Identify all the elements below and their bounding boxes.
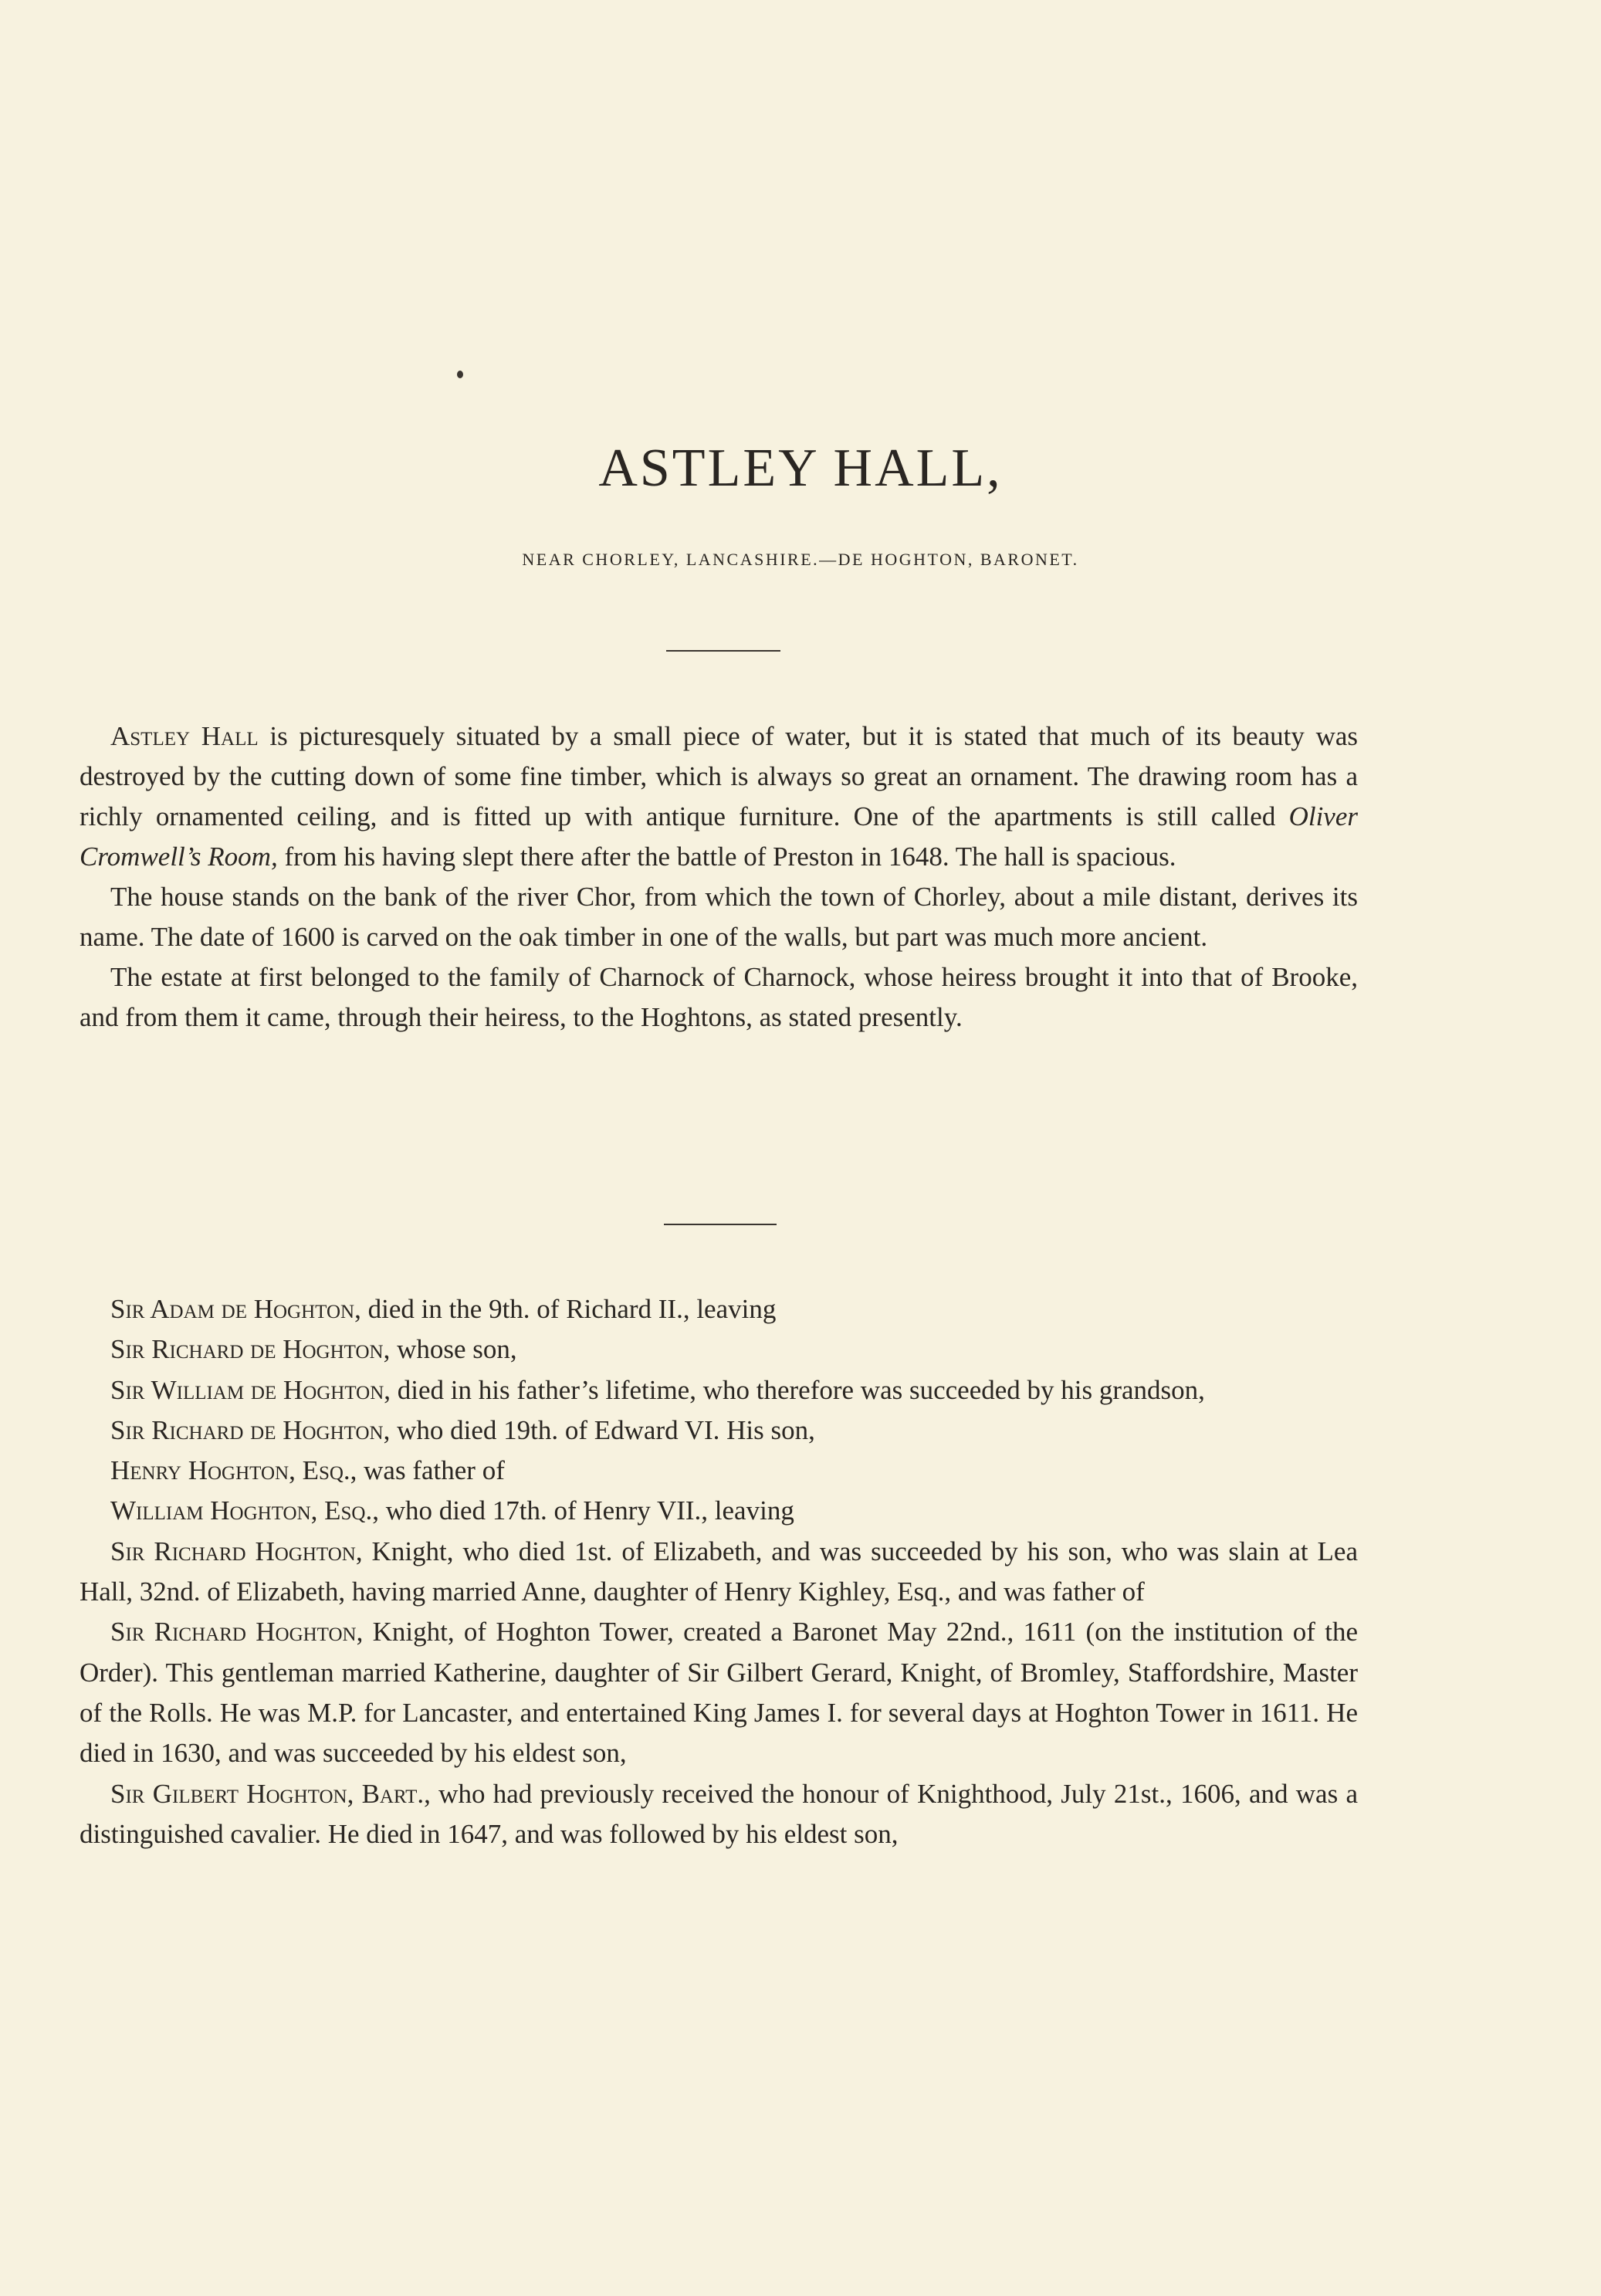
lineage-entry [80, 1612, 1358, 1773]
person-name: Sir Richard de Hoghton, [110, 1334, 391, 1365]
lineage-section [80, 1289, 1358, 1854]
entry-text: who died 17th. of Henry VII., leaving [378, 1495, 794, 1526]
entry-text: Knight, who died 1st. of Elizabeth, and was succeeded by his son, who was slain at Lea Hall, 32nd. of Elizabeth, having married Anne, daughter of Henry Kighley, Esq., and was father of [80, 1536, 1358, 1607]
lineage-entry [80, 1451, 1358, 1491]
intro-section [80, 716, 1358, 1038]
entry-text: whose son, [390, 1334, 517, 1365]
lineage-entry [80, 1774, 1358, 1855]
person-name: Sir Gilbert Hoghton, Bart., [110, 1778, 431, 1809]
person-name: Sir William de Hoghton, [110, 1374, 391, 1405]
entry-text: Knight, of Hoghton Tower, created a Baronet May 22nd., 1611 (on the institution of the Order). This gentleman married Katherine, daughter of Sir Gilbert Gerard, Knight, of Bromley, Staffordshire, Master of the Rolls. He was M.P. for Lancaster, and entertained King James I. for several days at Hoghton Tower in 1611. He died in 1630, and was succeeded by his eldest son, [80, 1617, 1359, 1769]
section-divider [664, 1224, 777, 1225]
person-name: Henry Hoghton, Esq., [110, 1455, 357, 1486]
lead-name: Astley Hall [110, 721, 259, 751]
entry-text: was father of [357, 1455, 505, 1486]
intro-paragraph [80, 716, 1358, 877]
entry-text: who had previously received the honour of Knighthood, July 21st., 1606, and was a distinguished cavalier. He died in 1647, and was followed by his eldest son, [80, 1778, 1358, 1849]
intro-paragraph: The house stands on the bank of the river Chor, from which the town of Chorley, about a mile distant, derives its name. The date of 1600 is carved on the oak timber in one of the walls, but part was much more ancient. [80, 882, 1358, 952]
entry-text: died in his father’s lifetime, who therefore was succeeded by his grandson, [391, 1374, 1205, 1405]
section-divider [666, 650, 780, 652]
person-name: Sir Richard de Hoghton, [110, 1414, 391, 1445]
person-name: Sir Richard Hoghton, [110, 1617, 364, 1647]
lineage-entry [80, 1329, 1358, 1370]
person-name: Sir Adam de Hoghton, [110, 1294, 361, 1324]
entry-text: who died 19th. of Edward VI. His son, [390, 1414, 815, 1445]
lineage-entry [80, 1532, 1358, 1613]
paragraph-text: is picturesquely situated by a small piece of water, but it is stated that much of its beauty was destroyed by the cutting down of some fine timber, which is always so great an ornament. The drawing room has a richly ornamented ceiling, and is fitted up with antique furniture. One of the apartments is still called [80, 721, 1358, 831]
page-title: ASTLEY HALL, [598, 439, 1003, 498]
lineage-entry [80, 1370, 1358, 1410]
paragraph-text: from his having slept there after the battle of Preston in 1648. The hall is spacious. [277, 842, 1176, 872]
lineage-entry [80, 1410, 1358, 1451]
lineage-entry [80, 1289, 1358, 1329]
italic-phrase: Oliver Cromwell’s Room, [80, 801, 1358, 872]
person-name: Sir Richard Hoghton, [110, 1536, 363, 1566]
intro-paragraph: The estate at first belonged to the family of Charnock of Charnock, whose heiress brought it into that of Brooke, and from them it came, through their heiress, to the Hoghtons, as stated presently. [80, 962, 1358, 1032]
page-subtitle: NEAR CHORLEY, LANCASHIRE.—DE HOGHTON, BARONET. [522, 550, 1079, 569]
entry-text: died in the 9th. of Richard II., leaving [360, 1294, 777, 1324]
person-name: William Hoghton, Esq., [110, 1495, 379, 1526]
lineage-entry [80, 1491, 1358, 1531]
printers-mark [457, 371, 463, 378]
